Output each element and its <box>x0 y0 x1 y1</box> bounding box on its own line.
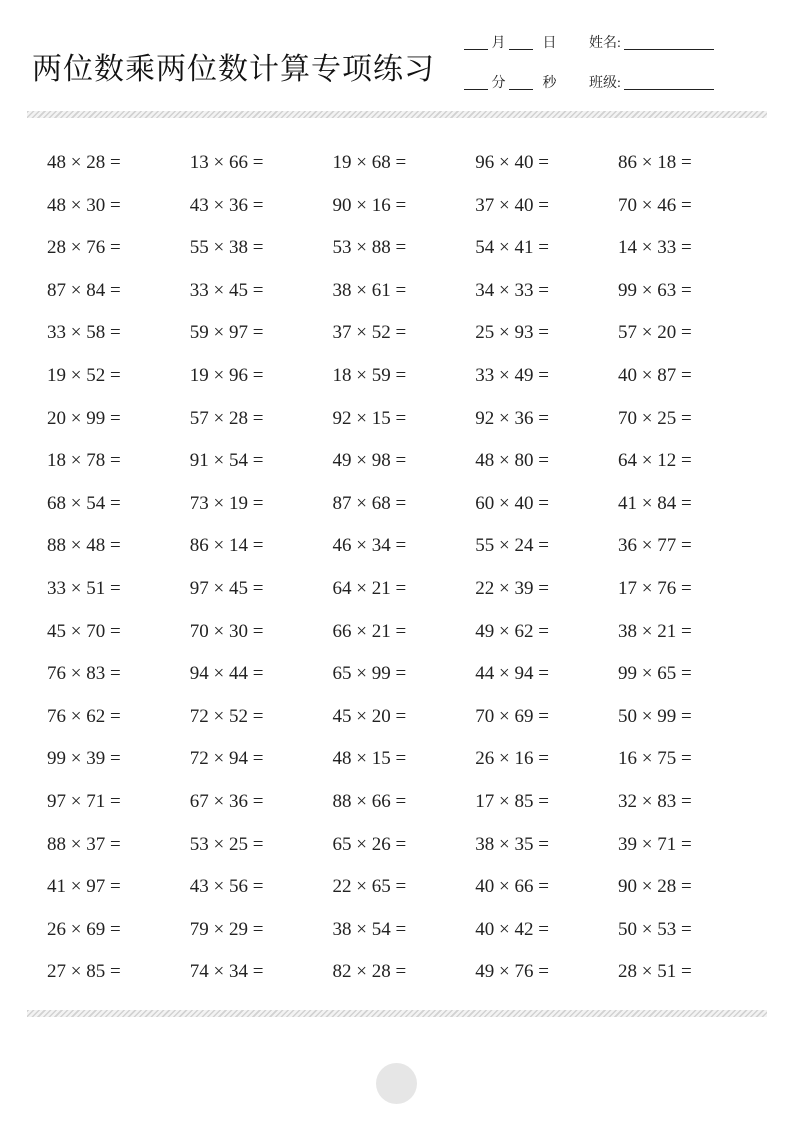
class-blank[interactable] <box>624 75 714 90</box>
problem-item: 49 × 76 = <box>475 961 549 983</box>
problem-item: 40 × 42 = <box>475 918 549 940</box>
problem-item: 74 × 34 = <box>189 961 264 983</box>
problem-item: 92 × 15 = <box>332 407 407 429</box>
problem-item: 86 × 18 = <box>618 152 692 173</box>
problem-item: 43 × 36 = <box>189 194 264 216</box>
problem-item: 17 × 85 = <box>475 790 549 812</box>
problem-item: 33 × 45 = <box>189 279 264 301</box>
problem-item: 38 × 21 = <box>618 620 692 642</box>
problem-item: 48 × 28 = <box>47 152 121 173</box>
bottom-divider <box>27 1010 767 1017</box>
problem-item: 57 × 20 = <box>618 322 692 344</box>
problem-item: 45 × 20 = <box>332 705 407 727</box>
problem-item: 60 × 40 = <box>475 492 549 514</box>
problem-item: 72 × 52 = <box>189 705 264 727</box>
problem-item: 33 × 58 = <box>47 322 121 344</box>
minute-label: 分 <box>491 76 506 91</box>
problem-item: 65 × 26 = <box>332 833 407 855</box>
problem-item: 32 × 83 = <box>618 790 692 812</box>
worksheet-title: 两位数乘两位数计算专项练习 <box>32 52 435 87</box>
name-blank[interactable] <box>624 35 714 50</box>
problem-item: 17 × 76 = <box>618 577 692 599</box>
problem-item: 38 × 35 = <box>475 833 549 855</box>
problem-item: 28 × 51 = <box>618 961 692 983</box>
problem-item: 25 × 93 = <box>475 322 549 344</box>
problem-item: 14 × 33 = <box>618 237 692 259</box>
second-label: 秒 <box>542 76 557 91</box>
problem-item: 41 × 97 = <box>47 876 121 898</box>
name-label: 姓名: <box>589 36 621 51</box>
problem-item: 48 × 30 = <box>47 194 121 216</box>
problem-item: 99 × 39 = <box>47 748 121 770</box>
problem-item: 53 × 88 = <box>332 237 407 259</box>
problem-item: 38 × 61 = <box>332 279 407 301</box>
problem-item: 65 × 99 = <box>332 663 407 685</box>
problem-item: 41 × 84 = <box>618 492 692 514</box>
problem-item: 22 × 39 = <box>475 577 549 599</box>
problem-item: 26 × 69 = <box>47 918 121 940</box>
problem-item: 92 × 36 = <box>475 407 549 429</box>
date-field <box>464 32 557 52</box>
problem-item: 64 × 12 = <box>618 450 692 472</box>
problem-item: 40 × 87 = <box>618 364 692 386</box>
problem-item: 73 × 19 = <box>189 492 264 514</box>
problem-item: 38 × 54 = <box>332 918 407 940</box>
problem-item: 96 × 40 = <box>475 152 549 173</box>
page-number-badge <box>376 1063 417 1104</box>
problem-item: 18 × 78 = <box>47 450 121 472</box>
problem-item: 37 × 40 = <box>475 194 549 216</box>
time-field <box>464 72 557 92</box>
problem-item: 70 × 69 = <box>475 705 549 727</box>
problem-item: 49 × 62 = <box>475 620 549 642</box>
problem-item: 34 × 33 = <box>475 279 549 301</box>
problem-item: 46 × 34 = <box>332 535 407 557</box>
problem-item: 48 × 15 = <box>332 748 407 770</box>
problem-item: 70 × 25 = <box>618 407 692 429</box>
problem-item: 26 × 16 = <box>475 748 549 770</box>
problem-item: 54 × 41 = <box>475 237 549 259</box>
problem-item: 87 × 68 = <box>332 492 407 514</box>
problem-item: 91 × 54 = <box>189 450 264 472</box>
problem-item: 20 × 99 = <box>47 407 121 429</box>
month-label: 月 <box>491 36 506 51</box>
problem-item: 18 × 59 = <box>332 364 407 386</box>
problem-item: 76 × 83 = <box>47 663 121 685</box>
top-divider <box>27 111 767 118</box>
problem-item: 66 × 21 = <box>332 620 407 642</box>
problem-item: 19 × 52 = <box>47 364 121 386</box>
problem-item: 88 × 37 = <box>47 833 121 855</box>
problem-item: 68 × 54 = <box>47 492 121 514</box>
problem-item: 43 × 56 = <box>189 876 264 898</box>
problem-item: 57 × 28 = <box>189 407 264 429</box>
problem-grid <box>47 142 761 994</box>
problem-item: 19 × 68 = <box>332 152 407 173</box>
problem-item: 90 × 28 = <box>618 876 692 898</box>
problem-item: 82 × 28 = <box>332 961 407 983</box>
problem-item: 86 × 14 = <box>189 535 264 557</box>
problem-item: 48 × 80 = <box>475 450 549 472</box>
problem-item: 99 × 65 = <box>618 663 692 685</box>
problem-item: 97 × 71 = <box>47 790 121 812</box>
class-field <box>589 72 714 92</box>
problem-item: 39 × 71 = <box>618 833 692 855</box>
problem-item: 88 × 66 = <box>332 790 407 812</box>
problem-item: 44 × 94 = <box>475 663 549 685</box>
problem-item: 87 × 84 = <box>47 279 121 301</box>
problem-item: 45 × 70 = <box>47 620 121 642</box>
name-field <box>589 32 714 52</box>
problem-item: 37 × 52 = <box>332 322 407 344</box>
class-label: 班级: <box>589 76 621 91</box>
problem-item: 99 × 63 = <box>618 279 692 301</box>
problem-item: 53 × 25 = <box>189 833 264 855</box>
problem-item: 55 × 24 = <box>475 535 549 557</box>
problem-item: 79 × 29 = <box>189 918 264 940</box>
problem-item: 49 × 98 = <box>332 450 407 472</box>
problem-item: 70 × 46 = <box>618 194 692 216</box>
problem-item: 55 × 38 = <box>189 237 264 259</box>
problem-item: 28 × 76 = <box>47 237 121 259</box>
problem-item: 76 × 62 = <box>47 705 121 727</box>
problem-item: 88 × 48 = <box>47 535 121 557</box>
problem-item: 36 × 77 = <box>618 535 692 557</box>
problem-item: 40 × 66 = <box>475 876 549 898</box>
month-blank[interactable] <box>464 35 488 50</box>
minute-blank[interactable] <box>464 75 488 90</box>
problem-item: 94 × 44 = <box>189 663 264 685</box>
second-blank[interactable] <box>509 75 533 90</box>
problem-item: 33 × 49 = <box>475 364 549 386</box>
problem-item: 50 × 53 = <box>618 918 692 940</box>
problem-item: 59 × 97 = <box>189 322 264 344</box>
problem-item: 67 × 36 = <box>189 790 264 812</box>
day-label: 日 <box>542 36 557 51</box>
problem-item: 70 × 30 = <box>189 620 264 642</box>
problem-item: 72 × 94 = <box>189 748 264 770</box>
problem-item: 50 × 99 = <box>618 705 692 727</box>
problem-item: 64 × 21 = <box>332 577 407 599</box>
problem-item: 22 × 65 = <box>332 876 407 898</box>
day-blank[interactable] <box>509 35 533 50</box>
problem-item: 90 × 16 = <box>332 194 407 216</box>
problem-item: 13 × 66 = <box>189 152 264 173</box>
problem-item: 19 × 96 = <box>189 364 264 386</box>
problem-item: 33 × 51 = <box>47 577 121 599</box>
problem-item: 16 × 75 = <box>618 748 692 770</box>
problem-item: 97 × 45 = <box>189 577 264 599</box>
problem-item: 27 × 85 = <box>47 961 121 983</box>
